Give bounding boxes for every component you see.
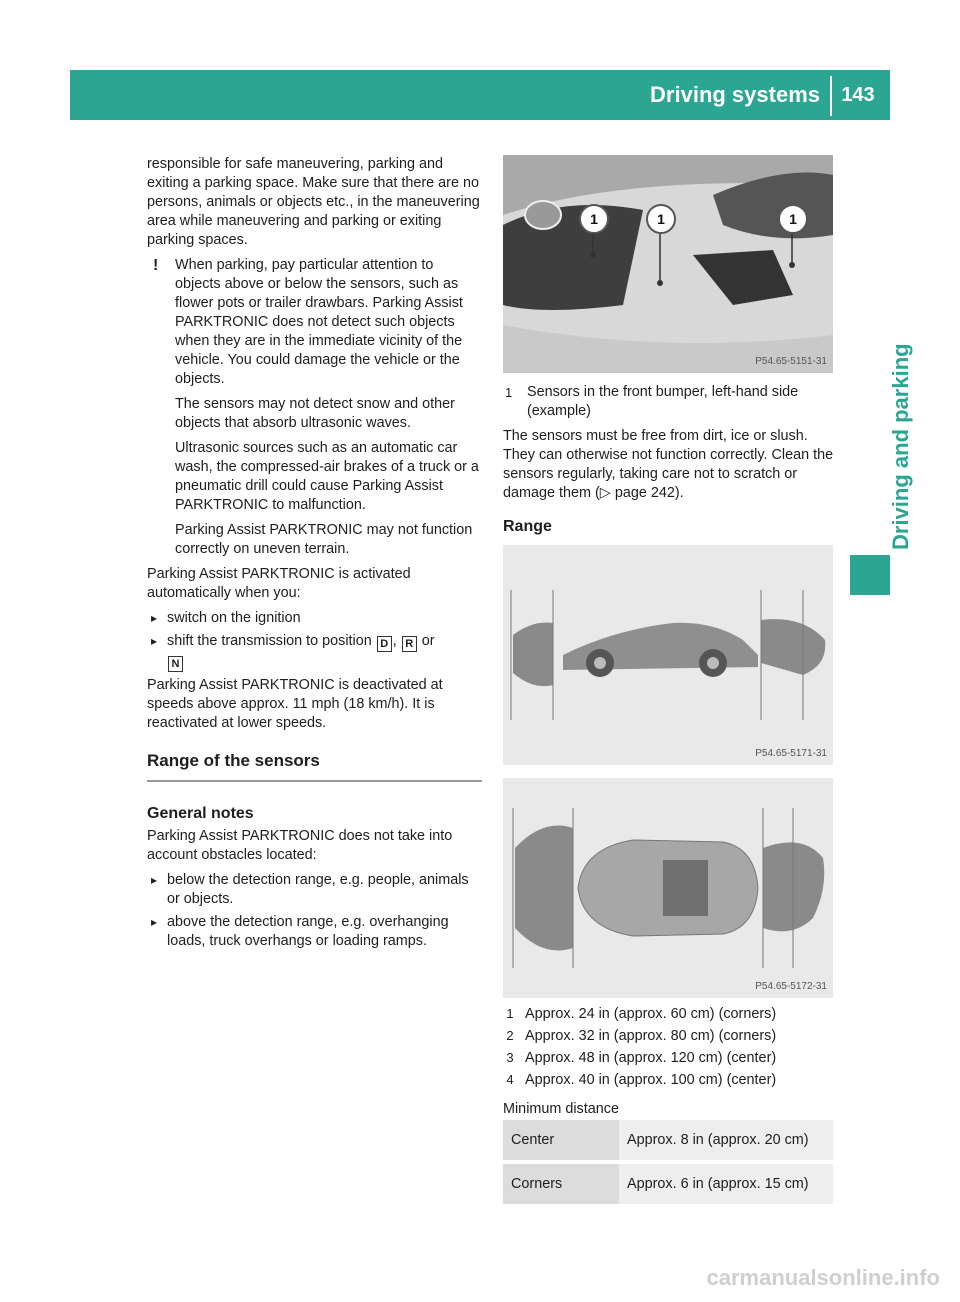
warning-text: When parking, pay particular attention to objects above or below the sensors, such as flower pots or trailer drawbars. Parking Assist PARKTRONIC does not detect such objects when they are in the immediate vicinity of the vehicle. You could damage the vehicle or the objects. xyxy=(175,257,463,387)
figure-code: P54.65-5171-31 xyxy=(755,748,827,759)
table-cell: Approx. 6 in (approx. 15 cm) xyxy=(619,1164,833,1204)
gear-d-icon: D xyxy=(377,636,392,652)
warning-icon: ! xyxy=(153,257,159,274)
warning-text: Ultrasonic sources such as an automatic car wash, the compressed-air brakes of a truck or a pneumatic drill could cause Parking Assist PARKTRONIC to malfunction. xyxy=(175,440,479,513)
gear-r-icon: R xyxy=(402,636,417,652)
list-item: ▸ switch on the ignition xyxy=(147,609,482,628)
table-cell: Corners xyxy=(503,1164,619,1204)
legend-item: 1 Approx. 24 in (approx. 60 cm) (corners) xyxy=(506,1006,777,1022)
figure-code: P54.65-5151-31 xyxy=(755,356,827,367)
side-tab-label: Driving and parking xyxy=(888,343,913,550)
side-view-diagram xyxy=(503,545,833,765)
minimum-distance-label: Minimum distance xyxy=(503,1101,619,1117)
warning-text: Parking Assist PARKTRONIC may not function correctly on uneven terrain. xyxy=(175,522,473,557)
left-column xyxy=(147,155,482,955)
paragraph: Parking Assist PARKTRONIC is activated automatically when you: xyxy=(147,566,411,601)
top-view-diagram xyxy=(503,778,833,998)
legend-item: 3 Approx. 48 in (approx. 120 cm) (center) xyxy=(506,1050,777,1066)
top-range-figure xyxy=(503,778,833,998)
list-item: ▸ shift the transmission to position D , R or N xyxy=(147,632,482,672)
page-number: 143 xyxy=(841,84,875,106)
callout-marker: 1 xyxy=(579,204,609,234)
side-tab-marker xyxy=(850,555,890,595)
right-column xyxy=(503,383,835,536)
table-cell: Center xyxy=(503,1120,619,1160)
callout-marker: 1 xyxy=(646,204,676,234)
bumper-sensor-figure xyxy=(503,155,833,373)
paragraph: responsible for safe maneuvering, parking and exiting a parking space. Make sure that there are no persons, animals or objects etc., in the maneuvering area while maneuvering and parking or exiting parking spaces. xyxy=(147,156,480,248)
legend-item: 2 Approx. 32 in (approx. 80 cm) (corners) xyxy=(506,1028,777,1044)
header-separator xyxy=(830,76,832,116)
list-item: ▸ above the detection range, e.g. overhanging loads, truck overhangs or loading ramps. xyxy=(147,913,482,951)
paragraph: The sensors must be free from dirt, ice or slush. They can otherwise not function correctly. Clean the sensors regularly, taking care not to scratch or damage them (▷ page 242). xyxy=(503,428,834,501)
section-title: Driving systems xyxy=(650,82,820,107)
figure-caption: 1 Sensors in the front bumper, left-hand side (example) xyxy=(505,384,799,419)
section-heading: Range of the sensors xyxy=(147,751,320,770)
warning-text: The sensors may not detect snow and other objects that absorb ultrasonic waves. xyxy=(175,396,455,431)
warning-note xyxy=(147,256,482,389)
caption-number: 1 xyxy=(505,385,513,400)
gear-n-icon: N xyxy=(168,656,183,672)
callout-marker: 1 xyxy=(778,204,808,234)
watermark: carmanualsonline.info xyxy=(706,1265,940,1290)
legend-item: 4 Approx. 40 in (approx. 100 cm) (center) xyxy=(506,1072,777,1088)
car-front-illustration xyxy=(503,155,833,373)
paragraph: Parking Assist PARKTRONIC is deactivated at speeds above approx. 11 mph (18 km/h). It is reactivated at lower speeds. xyxy=(147,677,443,731)
figure-code: P54.65-5172-31 xyxy=(755,981,827,992)
table-row xyxy=(503,1120,833,1160)
section-heading: Range xyxy=(503,518,552,535)
range-legend xyxy=(503,1004,835,1119)
table-row xyxy=(503,1164,833,1204)
list-item: ▸ below the detection range, e.g. people, animals or objects. xyxy=(147,871,482,909)
paragraph: Parking Assist PARKTRONIC does not take into account obstacles located: xyxy=(147,828,453,863)
side-tab xyxy=(842,300,913,550)
minimum-distance-table xyxy=(503,1120,833,1204)
subsection-heading: General notes xyxy=(147,805,254,822)
side-range-figure xyxy=(503,545,833,765)
table-cell: Approx. 8 in (approx. 20 cm) xyxy=(619,1120,833,1160)
